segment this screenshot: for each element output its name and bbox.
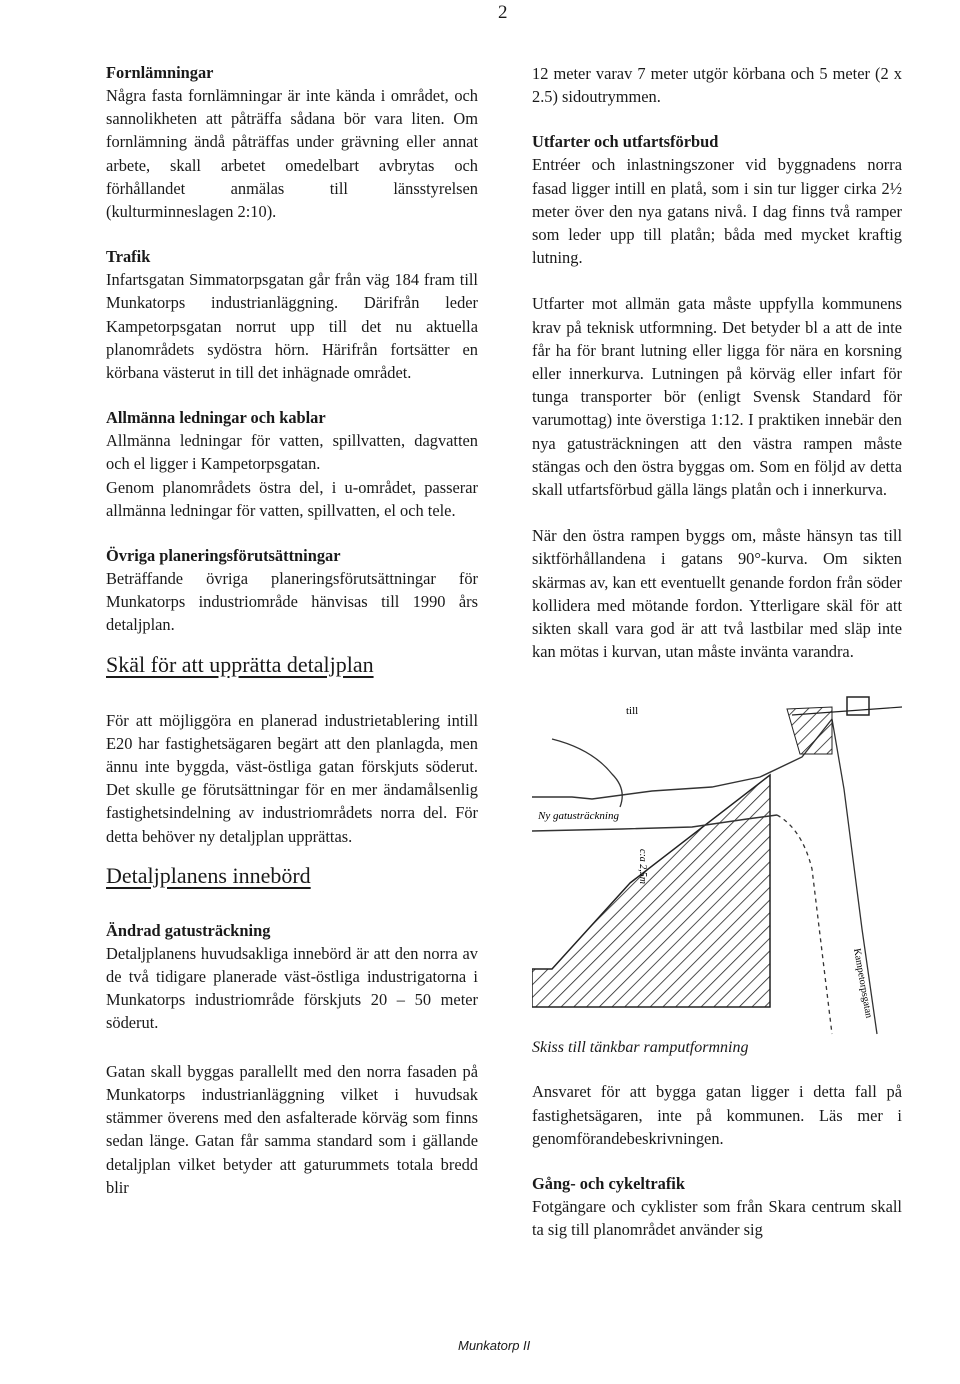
sketch-label-top: till: [626, 705, 639, 718]
text-gang: Fotgängare och cyklister som från Skara centrum skall ta sig till planområdet använder sig: [532, 1197, 902, 1240]
kampetorpsgatan-line-right: [832, 719, 877, 1034]
text-ovriga: Beträffande övriga planeringsförutsättningar för Munkatorps industriområde hänvisas till 1990 års detaljplan.: [106, 569, 478, 635]
text-continuation: 12 meter varav 7 meter utgör körbana och 5 meter (2 x 2.5) sidoutrymmen.: [532, 64, 902, 107]
text-utfarter-1: Entréer och inlastningszoner vid byggnadens norra fasad ligger intill en platå, som i sin tur ligger cirka 2½ meter över den nya gatans nivå. I dag finns två ramper som leder upp till platån; båda med mycket kraftig lutning.: [532, 155, 902, 268]
right-column: [532, 62, 902, 1241]
kampetorpsgatan-line-left: [777, 815, 832, 1034]
section-heading-skal: Skäl för att upprätta detaljplan: [106, 651, 374, 677]
sketch-label-vertical: c:a 2,5m: [637, 849, 648, 885]
text-ansvar: Ansvaret för att bygga gatan ligger i detta fall på fastighetsägaren, inte på kommunen. Läs mer i genomförandebeskrivningen.: [532, 1082, 902, 1148]
text-skal: För att möjliggöra en planerad industrietablering intill E20 har fastighetsägaren begärt att den planlagda, men ännu inte byggda, väst-östliga gatan förskjuts söderut. Det skulle ge förutsättningar för en mer ändamålsenlig fastighetsindelning av industriområdets norra del. För detta behöver ny detaljplan upprättas.: [106, 710, 478, 846]
street-line-upper: [532, 719, 832, 799]
page-number: 2: [498, 2, 508, 23]
text-innebord-2: Gatan skall byggas parallellt med den norra fasaden på Munkatorps industrianläggning vilket i huvudsak stämmer överens med den asfalterade körväg som finns sedan länge. Gatan får samma standard som i gällande detaljplan vilket betyder att gaturummets totala bredd blir: [106, 1061, 478, 1197]
text-utfarter-3: När den östra rampen byggs om, måste hänsyn tas till siktförhållandena i gatans 90°-kurva. Om sikten skärmas av, kan ett eventuellt genande fordon från söder kollidera med mötande fordon. Ytterligare skäl för att sikten skall vara god är att två lastbilar med släp inte kan mötas i kurvan, utan måste invänta varandra.: [532, 526, 902, 662]
post-symbol: [847, 697, 869, 715]
sketch-caption: Skiss till tänkbar ramputformning: [532, 1039, 749, 1057]
heading-ledningar: Allmänna ledningar och kablar: [106, 408, 326, 428]
heading-ovriga: Övriga planeringsförutsättningar: [106, 546, 341, 566]
sketch-label-side: Kampetorpsgatan: [851, 948, 875, 1020]
sketch-label-street: Ny gatusträckning: [538, 810, 619, 823]
text-fornlamningar: Några fasta fornlämningar är inte kända i området, och sannolikheten att påträffa sådana bör vara liten. Om fornlämning ändå påträffas under grävning eller annat arbete, skall arbetet omedelbart avbrytas och förhållandet anmälas till länsstyrelsen (kulturminneslagen 2:10).: [106, 86, 478, 222]
section-heading-innebord: Detaljplanens innebörd: [106, 862, 311, 888]
ramp-sketch: [532, 679, 902, 1039]
text-ledningar-1: Allmänna ledningar för vatten, spillvatten, dagvatten och el ligger i Kampetorpsgatan.: [106, 431, 478, 474]
text-trafik: Infartsgatan Simmatorpsgatan går från väg 184 fram till Munkatorps industrianläggning. Därifrån leder Kampetorpsgatan norrut upp till det nu aktuella planområdets sydöstra hörn. Härifrån fortsätter en körbana västerut in till det inhägnade området.: [106, 270, 478, 383]
heading-trafik: Trafik: [106, 247, 151, 267]
heading-fornlamningar: Fornlämningar: [106, 63, 214, 82]
text-ledningar-2: Genom planområdets östra del, i u-området, passerar allmänna ledningar för vatten, spillvatten, el och tele.: [106, 477, 478, 520]
heading-gang: Gång- och cykeltrafik: [532, 1174, 685, 1194]
heading-gatustrackning: Ändrad gatusträckning: [106, 920, 271, 940]
left-column: [106, 62, 478, 1199]
text-innebord-1: Detaljplanens huvudsakliga innebörd är att den norra av de två tidigare planerade väst-östliga industrigatorna i Munkatorps industriområde förskjuts 20 – 50 meter söderut.: [106, 943, 478, 1033]
text-utfarter-2: Utfarter mot allmän gata måste uppfylla kommunens krav på teknisk utformning. Det betyder bl a att de inte får ha för brant lutning eller ligga för nära en korsning eller innerkurva. Lutningen på körväg eller infart för tunga transporter bör (enligt Svensk Standard för varumottag) inte överstiga 1:12. I praktiken innebär den nya gatusträckningen att den västra rampen måste stängas och den östra byggas om. Som en följd av detta skall utfartsförbud gälla längs platån och i innerkurva.: [532, 294, 902, 500]
footer: Munkatorp II: [458, 1338, 531, 1353]
heading-utfarter: Utfarter och utfartsförbud: [532, 132, 719, 152]
